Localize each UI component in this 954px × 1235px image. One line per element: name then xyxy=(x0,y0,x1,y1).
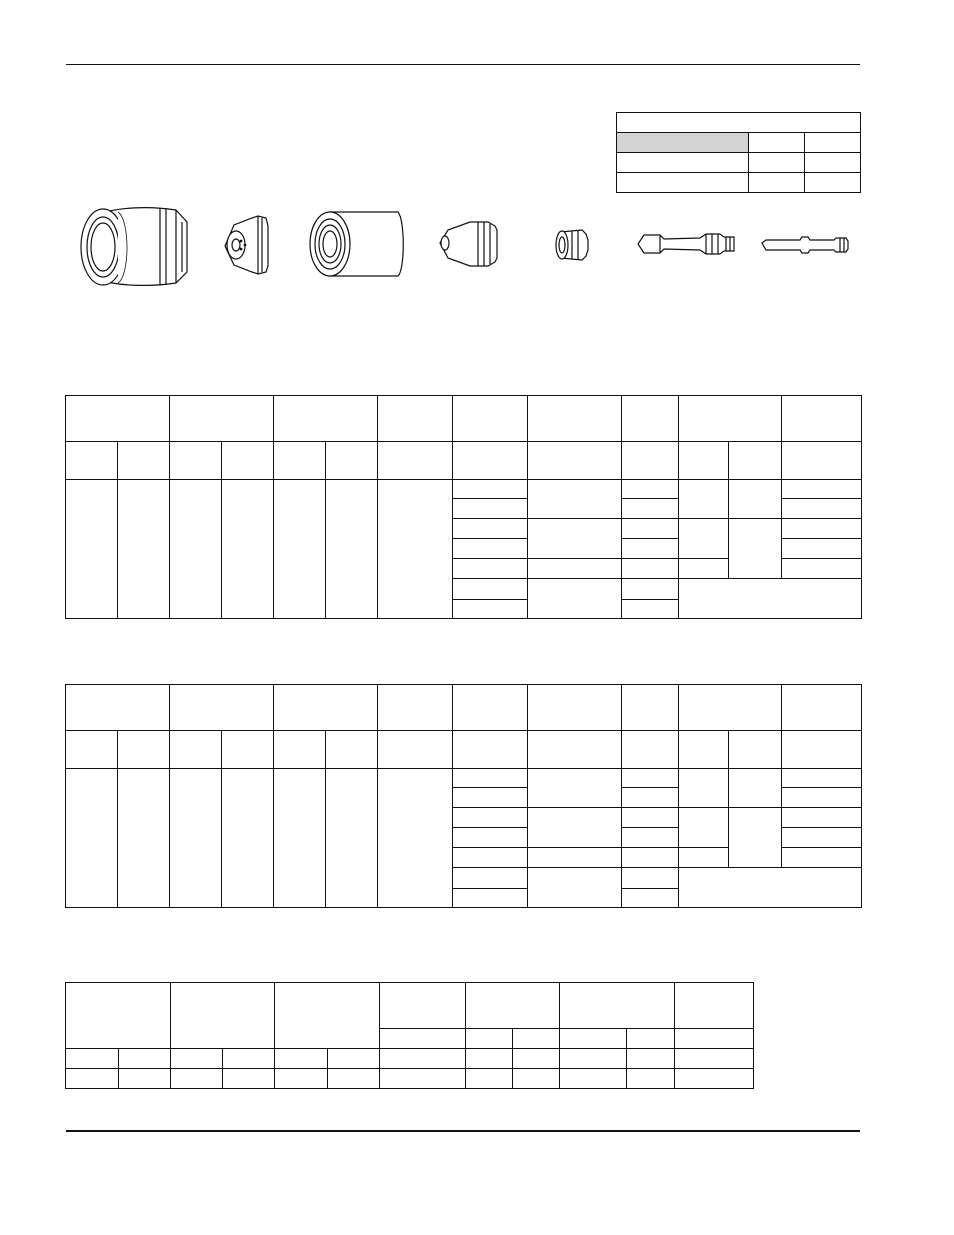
subheader-cell xyxy=(782,442,862,480)
table-cell xyxy=(453,769,528,788)
table-cell xyxy=(453,539,528,559)
subheader-cell xyxy=(513,1029,560,1049)
table-subheader-row xyxy=(66,442,862,480)
table-cell xyxy=(622,600,679,619)
table-cell xyxy=(782,848,862,868)
table-cell xyxy=(326,769,378,908)
table-cell xyxy=(328,1069,380,1089)
table-cell xyxy=(679,808,729,848)
table-cell xyxy=(66,480,118,619)
subheader-cell xyxy=(729,731,782,769)
header-cell xyxy=(782,396,862,442)
retaining-cap-icon xyxy=(310,212,403,276)
cut-chart-table-3 xyxy=(65,982,754,1089)
table-cell xyxy=(328,1049,380,1069)
table-cell xyxy=(119,1069,171,1089)
header-cell xyxy=(560,983,675,1029)
table-cell xyxy=(222,480,274,619)
header-cell xyxy=(378,685,453,731)
header-cell xyxy=(66,983,171,1049)
table-cell xyxy=(782,769,862,788)
subheader-cell xyxy=(118,442,170,480)
header-cell xyxy=(622,685,679,731)
table-cell xyxy=(528,808,622,848)
subheader-cell xyxy=(66,731,118,769)
table-cell xyxy=(679,848,729,868)
subheader-cell xyxy=(528,731,622,769)
header-cell xyxy=(380,983,466,1029)
table-cell xyxy=(729,808,782,868)
header-cell xyxy=(274,396,378,442)
table-cell xyxy=(782,499,862,519)
table-cell xyxy=(560,1049,627,1069)
header-cell xyxy=(170,685,274,731)
table-cell xyxy=(627,1069,675,1089)
table-cell xyxy=(627,1049,675,1069)
table-cell xyxy=(170,480,222,619)
header-cell xyxy=(466,983,560,1029)
nozzle-icon xyxy=(440,222,497,266)
subheader-cell xyxy=(170,442,222,480)
table-cell xyxy=(326,480,378,619)
subheader-cell xyxy=(222,442,274,480)
header-cell xyxy=(66,685,170,731)
table-cell xyxy=(528,559,622,579)
table-cell xyxy=(275,1069,328,1089)
subheader-cell xyxy=(453,442,528,480)
table-cell xyxy=(66,1049,119,1069)
subheader-cell xyxy=(622,731,679,769)
subheader-cell xyxy=(622,442,679,480)
table-cell xyxy=(378,769,453,908)
table-header-row xyxy=(66,983,754,1029)
table-cell xyxy=(171,1069,223,1089)
table-cell xyxy=(275,1049,328,1069)
subheader-cell xyxy=(378,731,453,769)
table-cell xyxy=(782,788,862,808)
table-cell xyxy=(274,480,326,619)
table-cell xyxy=(453,828,528,848)
table-cell xyxy=(729,769,782,808)
subheader-cell xyxy=(627,1029,675,1049)
table-cell xyxy=(729,480,782,519)
table-cell xyxy=(622,480,679,499)
table-cell xyxy=(453,808,528,828)
subheader-cell xyxy=(170,731,222,769)
table-cell xyxy=(223,1069,275,1089)
subheader-cell xyxy=(679,442,729,480)
header-cell xyxy=(66,396,170,442)
subheader-cell xyxy=(380,1029,466,1049)
table-cell xyxy=(622,808,679,828)
table-cell xyxy=(622,868,679,889)
table-cell xyxy=(453,480,528,499)
table-cell xyxy=(782,808,862,828)
table-cell xyxy=(622,828,679,848)
table-cell xyxy=(622,889,679,908)
header-cell xyxy=(274,685,378,731)
table-cell xyxy=(453,600,528,619)
table-cell xyxy=(223,1049,275,1069)
table-cell xyxy=(679,579,862,619)
shield-cap-icon xyxy=(225,216,268,274)
electrode-icon xyxy=(638,234,734,254)
table-cell xyxy=(622,579,679,600)
subheader-cell xyxy=(326,442,378,480)
table-cell xyxy=(171,1049,223,1069)
table-cell xyxy=(675,1069,754,1089)
table-cell xyxy=(466,1049,513,1069)
footer-rule xyxy=(66,1130,860,1132)
table-cell xyxy=(513,1049,560,1069)
table-row xyxy=(66,1069,754,1089)
table-cell xyxy=(622,539,679,559)
subheader-cell xyxy=(118,731,170,769)
table-cell xyxy=(118,769,170,908)
table-cell xyxy=(622,788,679,808)
table-cell xyxy=(119,1049,171,1069)
table-cell xyxy=(782,828,862,848)
table-cell xyxy=(679,480,729,519)
table-cell xyxy=(222,769,274,908)
header-cell xyxy=(675,983,754,1029)
table-cell xyxy=(380,1069,466,1089)
table-cell xyxy=(528,480,622,519)
table-cell xyxy=(453,519,528,539)
header-cell xyxy=(453,685,528,731)
table-cell xyxy=(66,1069,119,1089)
table-cell xyxy=(466,1069,513,1089)
header-cell xyxy=(679,396,782,442)
cut-chart-table-1 xyxy=(65,395,862,619)
header-cell xyxy=(679,685,782,731)
table-cell xyxy=(622,848,679,868)
table-row xyxy=(66,480,862,499)
table-row xyxy=(66,1049,754,1069)
table-cell xyxy=(679,868,862,908)
table-header-row xyxy=(66,396,862,442)
header-cell xyxy=(528,685,622,731)
table-cell xyxy=(453,848,528,868)
table-cell xyxy=(782,480,862,499)
swirl-ring-icon xyxy=(556,230,588,260)
table-cell xyxy=(528,579,622,619)
header-cell xyxy=(622,396,679,442)
subheader-cell xyxy=(528,442,622,480)
table-cell xyxy=(528,868,622,908)
header-cell xyxy=(782,685,862,731)
table-cell xyxy=(453,579,528,600)
subheader-cell xyxy=(222,731,274,769)
header-cell xyxy=(171,983,275,1049)
table-cell xyxy=(528,848,622,868)
subheader-cell xyxy=(466,1029,513,1049)
table-cell xyxy=(679,519,729,559)
table-cell xyxy=(453,559,528,579)
table-cell xyxy=(528,519,622,559)
subheader-cell xyxy=(679,731,729,769)
table-cell xyxy=(622,499,679,519)
table-cell xyxy=(675,1049,754,1069)
table-cell xyxy=(622,769,679,788)
subheader-cell xyxy=(782,731,862,769)
subheader-cell xyxy=(675,1029,754,1049)
subheader-cell xyxy=(560,1029,627,1049)
table-cell xyxy=(118,480,170,619)
cut-chart-table-2 xyxy=(65,684,862,908)
table-cell xyxy=(453,868,528,889)
table-cell xyxy=(453,499,528,519)
subheader-cell xyxy=(274,731,326,769)
table-cell xyxy=(782,519,862,539)
table-cell xyxy=(782,539,862,559)
table-cell xyxy=(528,769,622,808)
subheader-cell xyxy=(453,731,528,769)
table-cell xyxy=(560,1069,627,1089)
table-cell xyxy=(679,769,729,808)
header-cell xyxy=(275,983,380,1049)
table-cell xyxy=(622,559,679,579)
table-cell xyxy=(378,480,453,619)
subheader-cell xyxy=(274,442,326,480)
subheader-cell xyxy=(729,442,782,480)
table-cell xyxy=(679,559,729,579)
subheader-cell xyxy=(66,442,118,480)
table-cell xyxy=(170,769,222,908)
subheader-cell xyxy=(378,442,453,480)
consumables-illustration xyxy=(0,0,954,330)
table-cell xyxy=(274,769,326,908)
shield-icon xyxy=(81,208,187,286)
table-header-row xyxy=(66,685,862,731)
table-subheader-row xyxy=(66,731,862,769)
header-cell xyxy=(170,396,274,442)
header-cell xyxy=(528,396,622,442)
water-tube-icon xyxy=(762,237,848,253)
table-cell xyxy=(380,1049,466,1069)
header-cell xyxy=(453,396,528,442)
table-cell xyxy=(453,788,528,808)
table-cell xyxy=(622,519,679,539)
subheader-cell xyxy=(326,731,378,769)
table-row xyxy=(66,769,862,788)
table-cell xyxy=(513,1069,560,1089)
table-cell xyxy=(729,519,782,579)
table-cell xyxy=(453,889,528,908)
table-cell xyxy=(66,769,118,908)
header-cell xyxy=(378,396,453,442)
table-cell xyxy=(782,559,862,579)
